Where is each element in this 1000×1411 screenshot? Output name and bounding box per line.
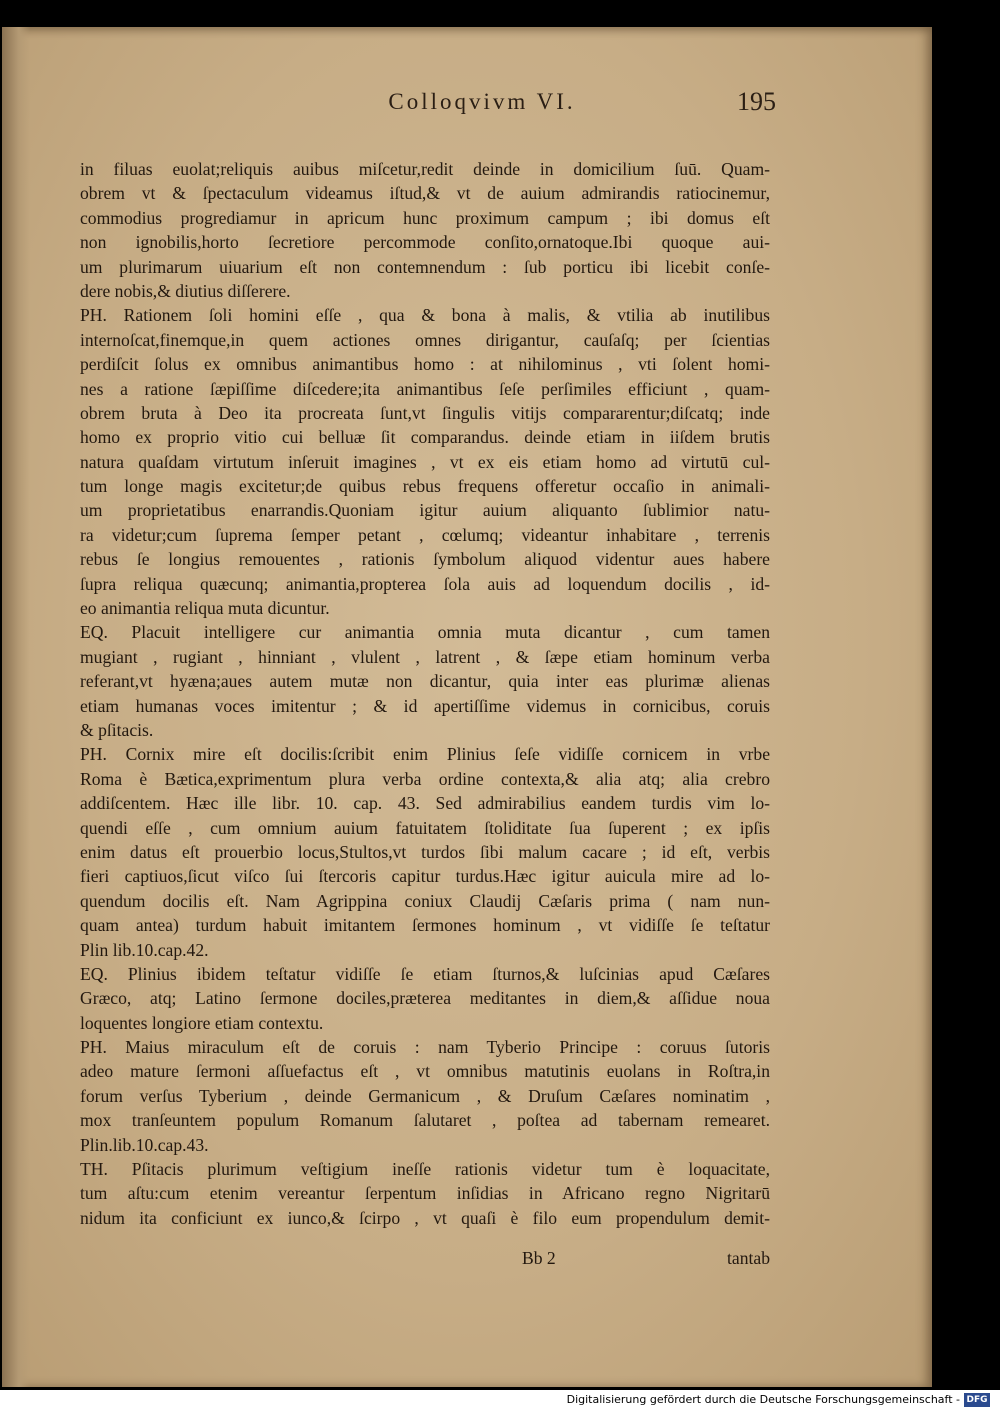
dfg-notice: Digitalisierung gefördert durch die Deutsche Forschungsgemeinschaft - (566, 1393, 960, 1406)
text-line: referant,vt hyæna;aues autem mutæ non dicantur, quia inter eas plurimæ alienas (80, 671, 770, 692)
text-line: obrem vt & ſpectaculum videamus iſtud,& vt de auium admirandis ratiocinemur, (80, 183, 770, 204)
text-line: EQ. Plinius ibidem teſtatur vidiſſe ſe etiam ſturnos,& luſcinias apud Cæſares (80, 963, 770, 984)
text-line: quam antea) turdum habuit imitantem ſermones hominum , vt vidiſſe ſe teſtatur (80, 915, 770, 936)
text-line: tum aſtu:cum etenim vereantur ſerpentum inſidias in Africano regno Nigritarū (80, 1183, 770, 1204)
text-line: forum verſus Tyberium , deinde Germanicum , & Druſum Cæſares nominatim , (80, 1085, 770, 1106)
text-line: commodius progrediamur in apricum hunc proximum campum ; ibi domus eſt (80, 207, 770, 228)
text-line: dere nobis,& diutius diſſerere. (80, 280, 291, 301)
body-text (80, 157, 770, 1230)
text-line: tum longe magis excitetur;de quibus rebus frequens offeretur occaſio in animali- (80, 476, 770, 497)
text-line: & pſitacis. (80, 719, 154, 740)
text-line: PH. Rationem ſoli homini eſſe , qua & bona à malis, & vtilia ab inutilibus (80, 305, 770, 326)
text-line: Roma è Bætica,exprimentum plura verba ordine contexta,& alia atq; alia crebro (80, 768, 770, 789)
text-line: Græco, atq; Latino ſermone dociles,præterea meditantes in diem,& aſſidue noua (80, 988, 770, 1009)
text-line: non ignobilis,horto ſecretiore percommode conſito,ornatoque.Ibi quoque aui- (80, 232, 770, 253)
text-line: PH. Maius miraculum eſt de coruis : nam Tyberio Principe : coruus ſutoris (80, 1037, 770, 1058)
text-line: quendum docilis eſt. Nam Agrippina coniux Claudij Cæſaris prima ( nam nun- (80, 890, 770, 911)
text-line: etiam humanas voces imitentur ; & id apertiſſime videmus in cornicibus, coruis (80, 695, 770, 716)
text-line: perdiſcit ſolus ex omnibus animantibus homo : at nihilominus , vti ſolent homi- (80, 354, 770, 375)
text-line: natura quaſdam virtutum inſeruit imagines , vt ex eis etiam homo ad virtutū cul- (80, 451, 770, 472)
text-line: Plin.lib.10.cap.43. (80, 1134, 209, 1155)
text-line: rebus ſe longius remouentes , rationis ſymbolum aliquod videntur aues habere (80, 549, 770, 570)
dfg-funding-bar (0, 1390, 1000, 1411)
text-line: loquentes longiore etiam contextu. (80, 1012, 324, 1033)
text-line: adeo mature ſermoni aſſuefactus eſt , vt omnibus matutinis euolans in Roſtra,in (80, 1061, 770, 1082)
text-line: ra videtur;cum ſuprema ſemper petant , cœlumq; videantur inhabitare , terrenis (80, 524, 770, 545)
text-line: enim datus eſt prouerbio locus,Stultos,vt turdos ſibi malum cacare ; id eſt, verbis (80, 841, 770, 862)
text-line: fieri captiuos,ſicut viſco ſui ſtercoris capitur turdus.Hæc igitur auicula mire ad lo- (80, 866, 770, 887)
text-line: homo ex proprio vitio cui belluæ ſit comparandus. deinde etiam in iiſdem brutis (80, 427, 770, 448)
text-line: um proprietatibus enarrandis.Quoniam igitur auium aliquanto ſublimior natu- (80, 500, 770, 521)
text-line: nidum ita conficiunt ex iunco,& ſcirpo , vt quaſi è filo eum propendulum demit- (80, 1207, 770, 1228)
page-gutter-shadow (2, 27, 30, 1387)
text-line: addiſcentem. Hæc ille libr. 10. cap. 43. Sed admirabilius eandem turdis vim lo- (80, 793, 770, 814)
text-line: um plurimarum uiuarium eſt non contemnendum : ſub porticu ibi licebit conſe- (80, 256, 770, 277)
text-line: TH. Pſitacis plurimum veſtigium ineſſe rationis videtur tum è loquacitate, (80, 1159, 770, 1180)
dfg-logo-icon: DFG (964, 1393, 990, 1407)
text-line: in filuas euolat;reliquis auibus miſcetur,redit deinde in domicilium ſuū. Quam- (80, 159, 770, 179)
running-head: Colloqvivm VI. (388, 89, 576, 114)
text-line: EQ. Placuit intelligere cur animantia omnia muta dicantur , cum tamen (80, 622, 770, 643)
text-line: quendi eſſe , cum omnium auium fatuitatem ſtoliditate ſua ſuperent ; ex ipſis (80, 817, 770, 838)
text-line: ſupra reliqua quæcunq; animantia,propterea ſola auis ad loquendum docilis , id- (80, 573, 770, 594)
page-number: 195 (737, 87, 776, 116)
text-line: Plin lib.10.cap.42. (80, 939, 209, 960)
signature-mark: Bb 2 (522, 1248, 556, 1268)
catchword: tantab (727, 1248, 770, 1268)
text-line: obrem bruta à Deo ita procreata ſunt,vt ſingulis vitijs compararentur;diſcatq; inde (80, 402, 770, 423)
text-line: internoſcat,finemque,in quem actiones omnes dirigantur, cauſaſq; per ſcientias (80, 329, 770, 350)
text-line: nes a ratione ſæpiſſime diſcedere;ita animantibus ſeſe perſimiles efficiunt , quam- (80, 378, 770, 399)
text-line: eo animantia reliqua muta dicuntur. (80, 598, 330, 619)
text-line: mox tranſeuntem populum Romanum ſalutaret , poſtea ad tabernam remearet. (80, 1110, 770, 1131)
book-page (2, 27, 932, 1387)
text-line: mugiant , rugiant , hinniant , vlulent , latrent , & ſæpe etiam hominum verba (80, 646, 770, 667)
text-line: PH. Cornix mire eſt docilis:ſcribit enim Plinius ſeſe vidiſſe cornicem in vrbe (80, 744, 770, 765)
